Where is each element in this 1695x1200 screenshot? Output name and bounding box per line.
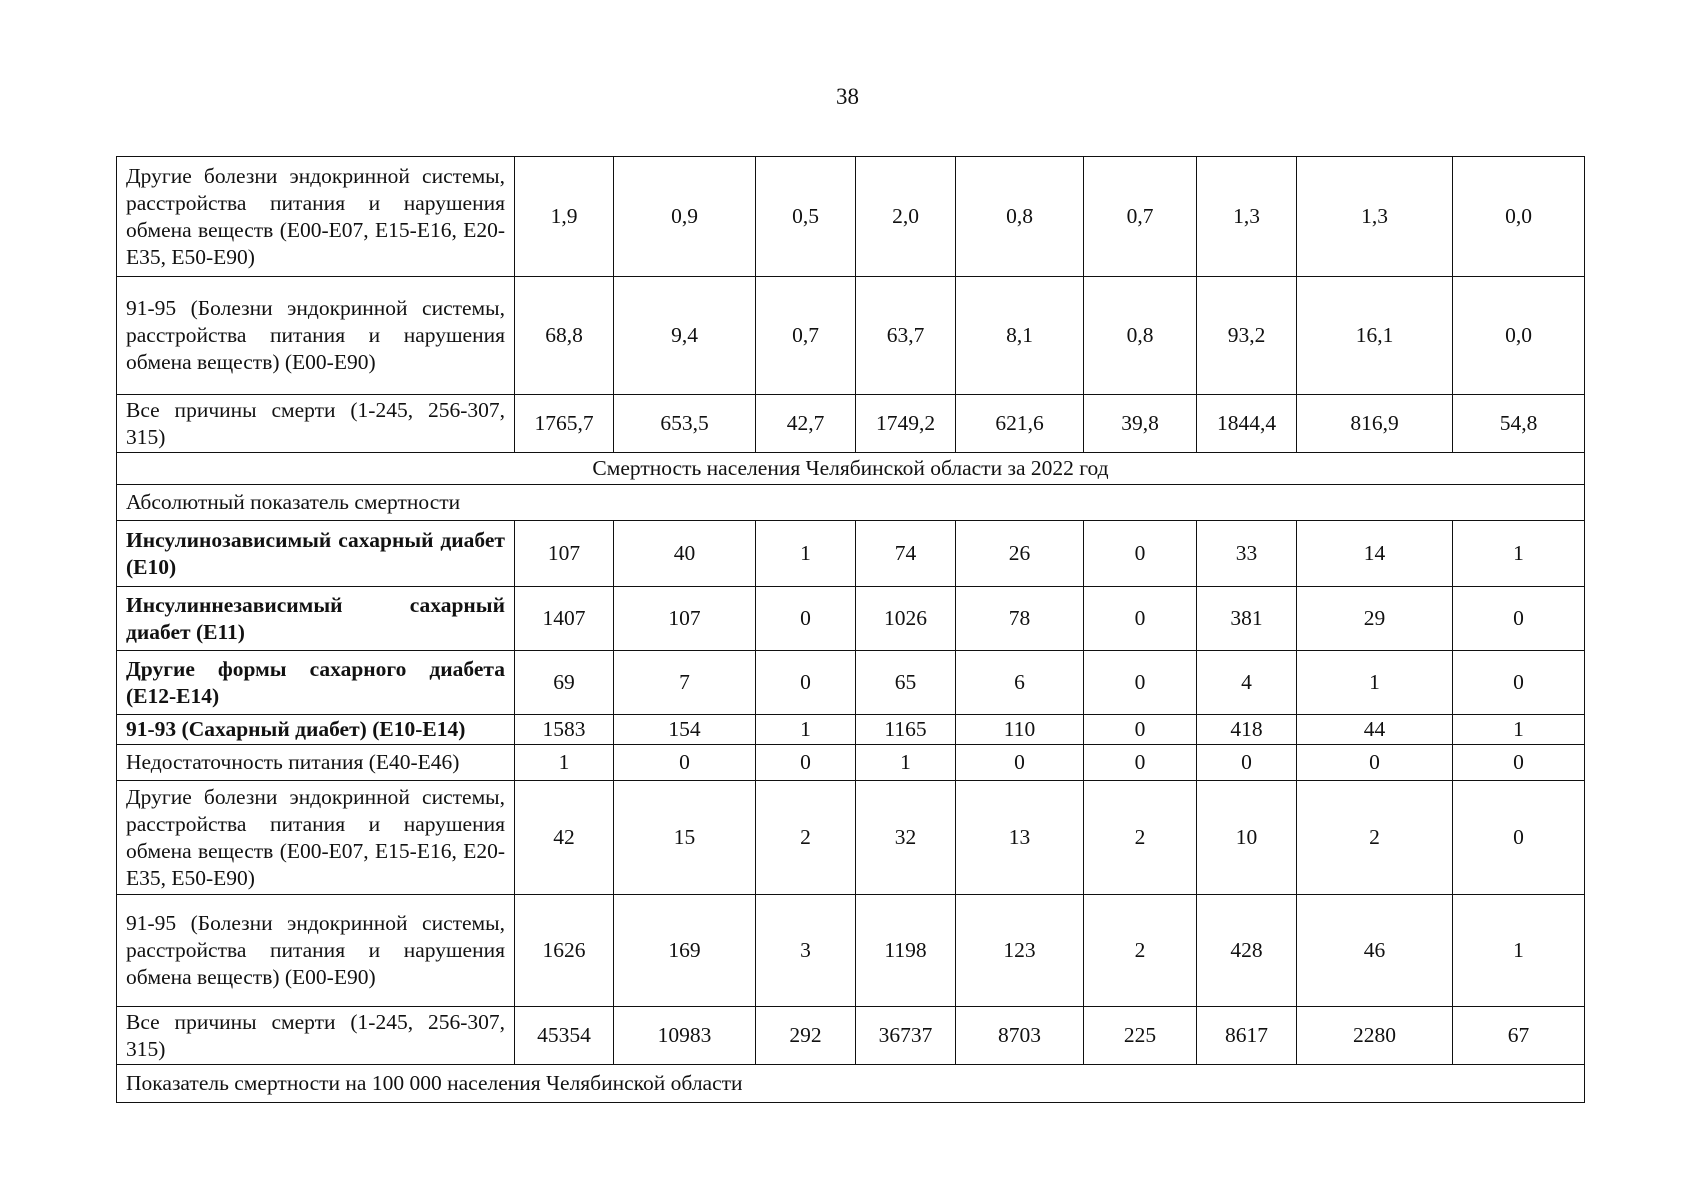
- section-subtitle: Абсолютный показатель смертности: [117, 485, 1585, 521]
- row-label: 91-93 (Сахарный диабет) (Е10-Е14): [117, 715, 515, 745]
- value-cell: 0: [956, 745, 1084, 781]
- value-cell: 107: [515, 521, 614, 587]
- table-row: [117, 587, 1585, 651]
- value-cell: 13: [956, 781, 1084, 895]
- value-cell: 45354: [515, 1007, 614, 1065]
- value-cell: 10: [1197, 781, 1297, 895]
- row-label: Недостаточность питания (Е40-Е46): [117, 745, 515, 781]
- section-title-row: [117, 453, 1585, 485]
- value-cell: 0,9: [614, 157, 756, 277]
- value-cell: 0,8: [956, 157, 1084, 277]
- value-cell: 2,0: [856, 157, 956, 277]
- value-cell: 1,3: [1197, 157, 1297, 277]
- value-cell: 381: [1197, 587, 1297, 651]
- value-cell: 42: [515, 781, 614, 895]
- row-label: Инсулиннезависимый сахарный диабет (Е11): [117, 587, 515, 651]
- value-cell: 65: [856, 651, 956, 715]
- value-cell: 2: [1297, 781, 1453, 895]
- row-label: Другие болезни эндокринной системы, расстройства питания и нарушения обмена веществ (Е00-Е07, Е15-Е16, Е20-Е35, Е50-Е90): [117, 781, 515, 895]
- row-label: Все причины смерти (1-245, 256-307, 315): [117, 395, 515, 453]
- value-cell: 16,1: [1297, 277, 1453, 395]
- section-title: Смертность населения Челябинской области за 2022 год: [117, 453, 1585, 485]
- value-cell: 1165: [856, 715, 956, 745]
- value-cell: 0: [1453, 587, 1585, 651]
- value-cell: 292: [756, 1007, 856, 1065]
- value-cell: 2: [1084, 895, 1197, 1007]
- value-cell: 8,1: [956, 277, 1084, 395]
- value-cell: 67: [1453, 1007, 1585, 1065]
- value-cell: 1,9: [515, 157, 614, 277]
- value-cell: 154: [614, 715, 756, 745]
- value-cell: 2280: [1297, 1007, 1453, 1065]
- value-cell: 1026: [856, 587, 956, 651]
- value-cell: 1626: [515, 895, 614, 1007]
- value-cell: 9,4: [614, 277, 756, 395]
- value-cell: 0: [1084, 715, 1197, 745]
- page-number: 38: [836, 84, 859, 109]
- value-cell: 0: [1297, 745, 1453, 781]
- row-label: Все причины смерти (1-245, 256-307, 315): [117, 1007, 515, 1065]
- value-cell: 0,8: [1084, 277, 1197, 395]
- value-cell: 1583: [515, 715, 614, 745]
- value-cell: 10983: [614, 1007, 756, 1065]
- value-cell: 0,7: [756, 277, 856, 395]
- value-cell: 0: [756, 745, 856, 781]
- value-cell: 0: [1084, 651, 1197, 715]
- value-cell: 40: [614, 521, 756, 587]
- value-cell: 42,7: [756, 395, 856, 453]
- value-cell: 78: [956, 587, 1084, 651]
- value-cell: 0,5: [756, 157, 856, 277]
- row-label: Другие формы сахарного диабета (Е12-Е14): [117, 651, 515, 715]
- value-cell: 14: [1297, 521, 1453, 587]
- value-cell: 2: [756, 781, 856, 895]
- value-cell: 1407: [515, 587, 614, 651]
- value-cell: 428: [1197, 895, 1297, 1007]
- value-cell: 8617: [1197, 1007, 1297, 1065]
- value-cell: 36737: [856, 1007, 956, 1065]
- value-cell: 2: [1084, 781, 1197, 895]
- value-cell: 0: [1084, 745, 1197, 781]
- value-cell: 63,7: [856, 277, 956, 395]
- value-cell: 1749,2: [856, 395, 956, 453]
- value-cell: 0,0: [1453, 277, 1585, 395]
- value-cell: 816,9: [1297, 395, 1453, 453]
- value-cell: 6: [956, 651, 1084, 715]
- value-cell: 225: [1084, 1007, 1197, 1065]
- value-cell: 8703: [956, 1007, 1084, 1065]
- value-cell: 39,8: [1084, 395, 1197, 453]
- value-cell: 74: [856, 521, 956, 587]
- table-row: [117, 651, 1585, 715]
- value-cell: 0: [1453, 651, 1585, 715]
- value-cell: 107: [614, 587, 756, 651]
- value-cell: 0,0: [1453, 157, 1585, 277]
- value-cell: 7: [614, 651, 756, 715]
- row-label: 91-95 (Болезни эндокринной системы, расстройства питания и нарушения обмена веществ) (Е00-Е90): [117, 895, 515, 1007]
- value-cell: 1: [1297, 651, 1453, 715]
- value-cell: 1: [856, 745, 956, 781]
- value-cell: 4: [1197, 651, 1297, 715]
- value-cell: 123: [956, 895, 1084, 1007]
- value-cell: 0: [756, 587, 856, 651]
- footer-section-title: Показатель смертности на 100 000 населения Челябинской области: [117, 1065, 1585, 1103]
- value-cell: 1: [515, 745, 614, 781]
- value-cell: 0: [1197, 745, 1297, 781]
- value-cell: 93,2: [1197, 277, 1297, 395]
- value-cell: 0: [1453, 781, 1585, 895]
- table-row: [117, 895, 1585, 1007]
- value-cell: 0: [1084, 521, 1197, 587]
- value-cell: 1: [1453, 895, 1585, 1007]
- value-cell: 0: [1453, 745, 1585, 781]
- value-cell: 46: [1297, 895, 1453, 1007]
- value-cell: 0: [614, 745, 756, 781]
- footer-section-row: [117, 1065, 1585, 1103]
- value-cell: 1: [756, 715, 856, 745]
- section-subtitle-row: [117, 485, 1585, 521]
- value-cell: 169: [614, 895, 756, 1007]
- table-row: [117, 1007, 1585, 1065]
- value-cell: 32: [856, 781, 956, 895]
- mortality-table: [116, 156, 1585, 1103]
- value-cell: 29: [1297, 587, 1453, 651]
- value-cell: 0: [1084, 587, 1197, 651]
- value-cell: 1,3: [1297, 157, 1453, 277]
- row-label: Инсулинозависимый сахарный диабет (Е10): [117, 521, 515, 587]
- value-cell: 1: [1453, 715, 1585, 745]
- value-cell: 1765,7: [515, 395, 614, 453]
- value-cell: 0,7: [1084, 157, 1197, 277]
- value-cell: 68,8: [515, 277, 614, 395]
- value-cell: 1198: [856, 895, 956, 1007]
- row-label: 91-95 (Болезни эндокринной системы, расстройства питания и нарушения обмена веществ) (Е00-Е90): [117, 277, 515, 395]
- value-cell: 110: [956, 715, 1084, 745]
- row-label: Другие болезни эндокринной системы, расстройства питания и нарушения обмена веществ (Е00-Е07, Е15-Е16, Е20-Е35, Е50-Е90): [117, 157, 515, 277]
- value-cell: 54,8: [1453, 395, 1585, 453]
- table-row: [117, 715, 1585, 745]
- value-cell: 1: [1453, 521, 1585, 587]
- table-row: [117, 395, 1585, 453]
- table-row: [117, 745, 1585, 781]
- table-row: [117, 157, 1585, 277]
- value-cell: 1844,4: [1197, 395, 1297, 453]
- table-row: [117, 521, 1585, 587]
- value-cell: 44: [1297, 715, 1453, 745]
- value-cell: 3: [756, 895, 856, 1007]
- value-cell: 33: [1197, 521, 1297, 587]
- value-cell: 0: [756, 651, 856, 715]
- value-cell: 26: [956, 521, 1084, 587]
- value-cell: 653,5: [614, 395, 756, 453]
- value-cell: 1: [756, 521, 856, 587]
- table-row: [117, 781, 1585, 895]
- value-cell: 15: [614, 781, 756, 895]
- value-cell: 621,6: [956, 395, 1084, 453]
- value-cell: 418: [1197, 715, 1297, 745]
- value-cell: 69: [515, 651, 614, 715]
- table-row: [117, 277, 1585, 395]
